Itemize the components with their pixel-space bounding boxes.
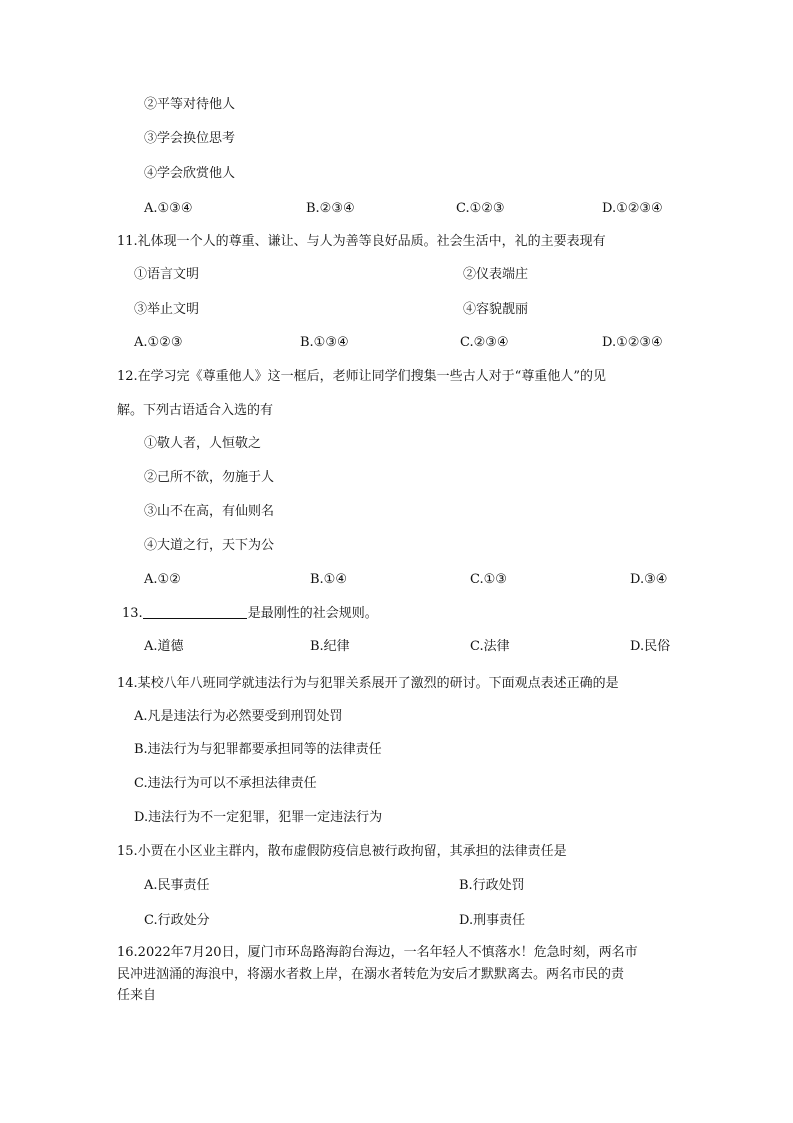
q15-option-c: C.行政处分	[144, 913, 210, 928]
q14-option-a: A.凡是违法行为必然要受到刑罚处罚	[134, 709, 343, 724]
q11-item: ③举止文明	[134, 302, 200, 317]
q11-item: ②仪表端庄	[463, 267, 529, 282]
q10-option-b: B.②③④	[306, 201, 355, 216]
q13-option-a: A.道德	[144, 639, 184, 654]
q14-stem: 14.某校八年八班同学就违法行为与犯罪关系展开了激烈的研讨。下面观点表述正确的是	[117, 676, 619, 691]
q11-item: ①语言文明	[134, 267, 200, 282]
q10-option-d: D.①②③④	[602, 201, 663, 216]
q12-option-a: A.①②	[144, 572, 181, 587]
q12-option-b: B.①④	[310, 572, 347, 587]
q11-option-c: C.②③④	[460, 335, 509, 350]
q15-option-a: A.民事责任	[144, 878, 210, 893]
q11-option-d: D.①②③④	[602, 335, 663, 350]
q11-stem: 11.礼体现一个人的尊重、谦让、与人为善等良好品质。社会生活中，礼的主要表现有	[117, 234, 606, 249]
q12-item: ③山不在高，有仙则名	[144, 504, 275, 519]
q13-stem-rest: 是最刚性的社会规则。	[247, 606, 378, 621]
q12-item: ②己所不欲，勿施于人	[144, 470, 275, 485]
q15-option-b: B.行政处罚	[459, 878, 525, 893]
q11-option-a: A.①②③	[134, 335, 183, 350]
q10-item: ②平等对待他人	[144, 97, 236, 112]
q13-option-d: D.民俗	[630, 639, 671, 654]
q12-option-c: C.①③	[470, 572, 507, 587]
q14-option-c: C.违法行为可以不承担法律责任	[134, 776, 317, 791]
q12-item: ④大道之行，天下为公	[144, 538, 275, 553]
q10-option-a: A.①③④	[144, 201, 193, 216]
q13-number: 13.	[122, 606, 143, 621]
q16-stem-line2: 民冲进汹涌的海浪中，将溺水者救上岸，在溺水者转危为安后才默默离去。两名市民的责	[117, 967, 625, 982]
q14-option-d: D.违法行为不一定犯罪，犯罪一定违法行为	[134, 810, 383, 825]
q16-stem-line3: 任来自	[117, 988, 157, 1003]
q15-option-d: D.刑事责任	[459, 913, 526, 928]
q11-item: ④容貌靓丽	[463, 302, 529, 317]
q12-stem-line2: 解。下列古语适合入选的有	[117, 403, 274, 418]
q12-stem-line1: 12.在学习完《尊重他人》这一框后，老师让同学们搜集一些古人对于“尊重他人”的见	[117, 369, 606, 384]
q10-option-c: C.①②③	[456, 201, 505, 216]
q13-stem	[122, 604, 378, 623]
q10-item: ③学会换位思考	[144, 131, 236, 146]
q16-stem-line1: 16.2022年7月20日，厦门市环岛路海韵台海边，一名年轻人不慎落水！危急时刻，两名市	[117, 945, 638, 960]
q15-stem: 15.小贾在小区业主群内，散布虚假防疫信息被行政拘留，其承担的法律责任是	[117, 844, 567, 859]
q12-option-d: D.③④	[630, 572, 668, 587]
q11-option-b: B.①③④	[300, 335, 349, 350]
q13-option-c: C.法律	[470, 639, 510, 654]
q12-item: ①敬人者，人恒敬之	[144, 436, 262, 451]
q10-item: ④学会欣赏他人	[144, 166, 236, 181]
q13-option-b: B.纪律	[310, 639, 350, 654]
q14-option-b: B.违法行为与犯罪都要承担同等的法律责任	[134, 742, 382, 757]
q13-blank	[143, 604, 247, 619]
